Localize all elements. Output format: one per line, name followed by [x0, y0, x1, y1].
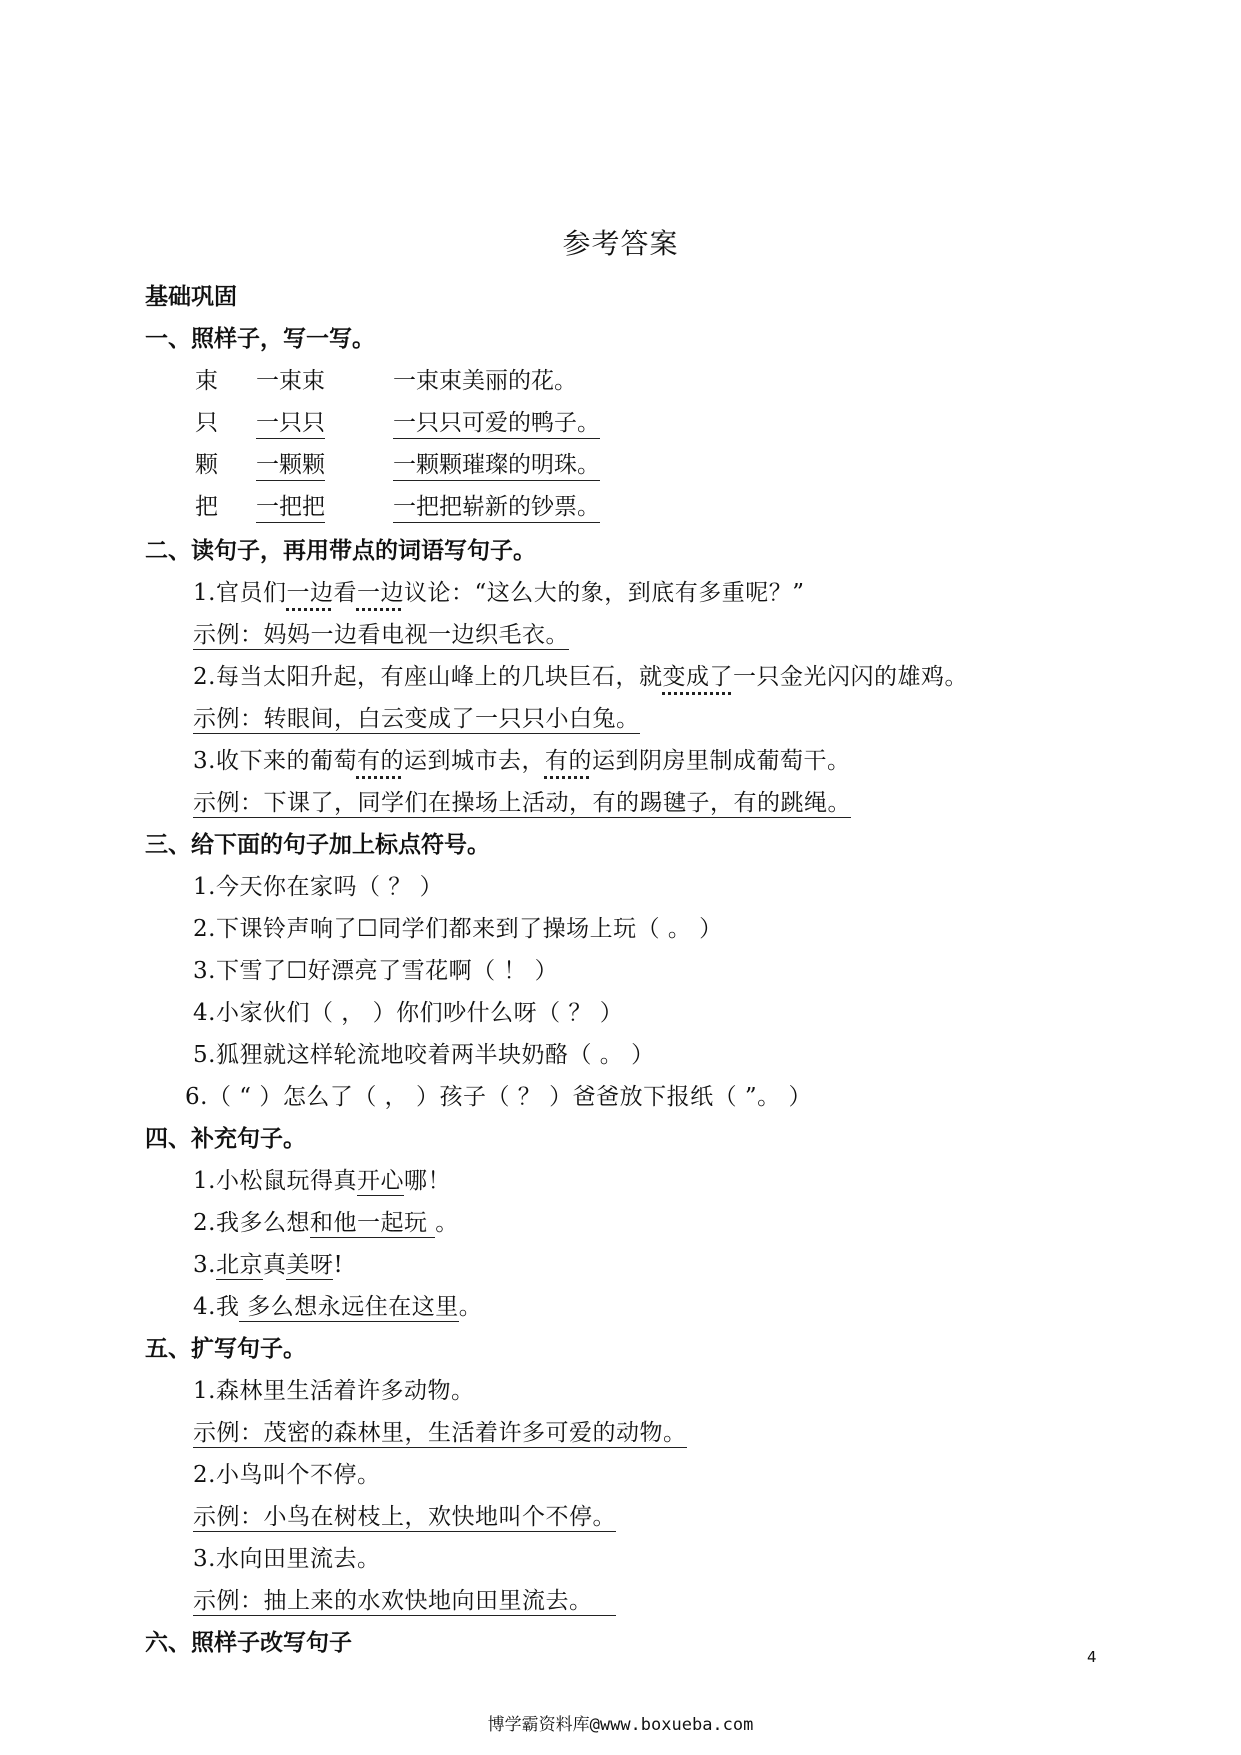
s2-question-3: 3.收下来的葡萄有的运到城市去，有的运到阴房里制成葡萄干。 — [193, 748, 851, 774]
footer-watermark: 博学霸资料库@www.boxueba.com — [487, 1715, 754, 1735]
s4-item-3: 3.北京真美呀! — [193, 1252, 344, 1278]
s4-item-2: 2.我多么想和他一起玩 。 — [193, 1210, 459, 1236]
s5-example-2: 示例：小鸟在树枝上，欢快地叫个不停。 — [193, 1504, 616, 1530]
s3-item-3: 3.下雪了☐好漂亮了雪花啊（ ！ ） — [193, 958, 559, 984]
s3-item-6: 6.（ “ ）怎么了（ ， ）孩子（ ？ ）爸爸放下报纸（ ”。 ） — [185, 1084, 812, 1110]
section-5-heading: 五、扩写句子。 — [145, 1336, 306, 1362]
s2-example-2: 示例：转眼间，白云变成了一只只小白兔。 — [193, 706, 640, 732]
s2-example-3: 示例：下课了，同学们在操场上活动，有的踢毽子，有的跳绳。 — [193, 790, 851, 816]
section-2-heading: 二、读句子，再用带点的词语写句子。 — [145, 538, 536, 564]
s5-example-1: 示例：茂密的森林里，生活着许多可爱的动物。 — [193, 1420, 687, 1446]
section-6-heading: 六、照样子改写句子 — [145, 1630, 352, 1656]
section-3-heading: 三、给下面的句子加上标点符号。 — [145, 832, 490, 858]
document-page: 参考答案 基础巩固 一、照样子，写一写。 束 一束束 一束束美丽的花。 只 一只只 一只只可爱的鸭子。 颗 一颗颗 一颗颗璀璨的明珠。 把 一把把 一把把崭新的钞票。 二、读句子，再用带点的词语写句子。 1.官员们一边看一边议论：“这么大的象，到底有多重呢？” 示例：妈妈一边看电视一边织毛衣。 2.每当太阳升起，有座山峰上的几块巨石，就变成了一只金光闪闪的雄鸡。 示例：转眼间，白云变成了一只只小白兔。 3.收下来的葡萄有的运到城市去，有的运到阴房里制成葡萄干。 示例：下课了，同学们在操场上活动，有的踢毽子，有的跳绳。 三、给下面的句子加上标点符号。 1.今天你在家吗（ ？ ） 2.下课铃声响了☐同学们都来到了操场上玩（ 。 ） 3.下雪了☐好漂亮了雪花啊（ ！ ） 4.小家伙们（ ， ）你们吵什么呀（ ？ ） 5.狐狸就这样轮流地咬着两半块奶酪（ 。 ） 6.（ “ ）怎么了（ ， ）孩子（ ？ ）爸爸放下报纸（ ”。 ） 四、补充句子。 1.小松鼠玩得真开心哪！ 2.我多么想和他一起玩 。 3.北京真美呀! 4.我 多么想永远住在这里。 五、扩写句子。 1.森林里生活着许多动物。 示例：茂密的森林里，生活着许多可爱的动物。 2.小鸟叫个不停。 示例：小鸟在树枝上，欢快地叫个不停。 3.水向田里流去。 示例：抽上来的水欢快地向田里流去。 六、照样子改写句子 4 博学霸资料库@www.boxueba.com — [0, 0, 1241, 1755]
s5-question-3: 3.水向田里流去。 — [193, 1546, 381, 1572]
s3-item-5: 5.狐狸就这样轮流地咬着两半块奶酪（ 。 ） — [193, 1042, 655, 1068]
page-number: 4 — [1087, 1648, 1097, 1666]
section-basic: 基础巩固 — [145, 284, 237, 310]
s2-example-1: 示例：妈妈一边看电视一边织毛衣。 — [193, 622, 569, 648]
s3-item-4: 4.小家伙们（ ， ）你们吵什么呀（ ？ ） — [193, 1000, 624, 1026]
s3-item-2: 2.下课铃声响了☐同学们都来到了操场上玩（ 。 ） — [193, 916, 723, 942]
section-4-heading: 四、补充句子。 — [145, 1126, 306, 1152]
s5-question-1: 1.森林里生活着许多动物。 — [193, 1378, 475, 1404]
s4-item-4: 4.我 多么想永远住在这里。 — [193, 1294, 483, 1320]
s2-question-1: 1.官员们一边看一边议论：“这么大的象，到底有多重呢？” — [193, 580, 805, 606]
page-title: 参考答案 — [562, 227, 679, 260]
s4-item-1: 1.小松鼠玩得真开心哪！ — [193, 1168, 451, 1194]
s3-item-1: 1.今天你在家吗（ ？ ） — [193, 874, 444, 900]
section-1-heading: 一、照样子，写一写。 — [145, 326, 375, 352]
s2-question-2: 2.每当太阳升起，有座山峰上的几块巨石，就变成了一只金光闪闪的雄鸡。 — [193, 664, 968, 690]
s5-question-2: 2.小鸟叫个不停。 — [193, 1462, 381, 1488]
s5-example-3: 示例：抽上来的水欢快地向田里流去。 — [193, 1588, 616, 1614]
